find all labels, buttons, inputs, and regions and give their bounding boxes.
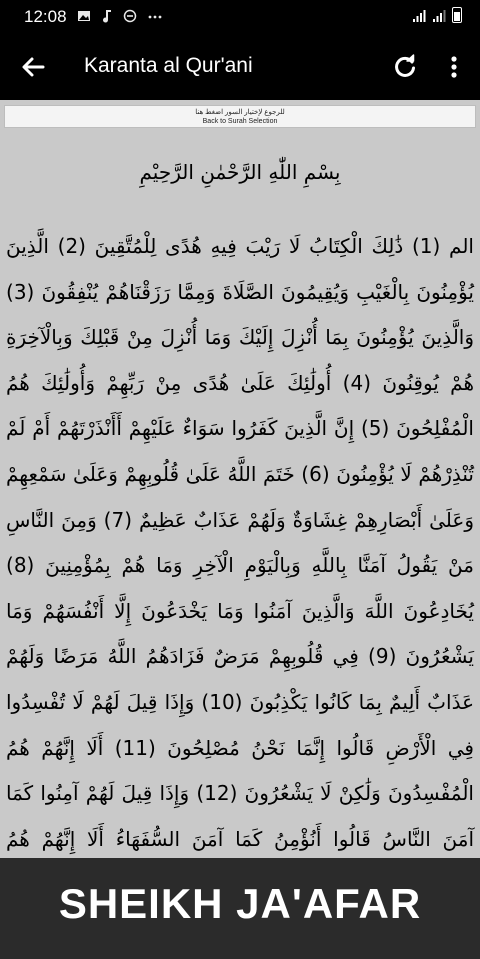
music-note-icon [101, 9, 113, 26]
app-title: Karanta al Qur'ani [84, 54, 253, 77]
signal-icon [432, 8, 446, 22]
battery-icon [452, 7, 462, 23]
arrow-left-icon[interactable] [16, 50, 50, 84]
back-to-surah-button[interactable] [4, 105, 476, 128]
status-right [412, 7, 462, 23]
do-not-disturb-icon [123, 9, 137, 26]
status-time: 12:08 [24, 7, 67, 26]
basmala: بِسْمِ اللّٰهِ الرَّحْمٰنِ الرَّحِيْمِ [139, 160, 341, 184]
refresh-icon[interactable] [390, 52, 420, 82]
status-left [24, 7, 163, 27]
footer-title: SHEIKH JA'AFAR [58, 880, 422, 927]
more-vert-icon[interactable] [440, 52, 468, 82]
more-dots-icon [147, 9, 163, 26]
app-bar [0, 34, 480, 100]
back-to-surah-label-en: Back to Surah Selection [202, 118, 278, 125]
verses-text: الم (1) ذَٰلِكَ الْكِتَابُ لَا رَيْبَ فِيهِ هُدًى لِلْمُتَّقِينَ (2) الَّذِينَ يُؤْمِنُونَ بِالْغَيْبِ وَيُقِيمُونَ الصَّلَاةَ وَمِمَّا رَزَقْنَاهُمْ يُنْفِقُونَ (3) وَالَّذِينَ يُؤْمِنُونَ بِمَا أُنْزِلَ إِلَيْكَ وَمَا أُنْزِلَ مِنْ قَبْلِكَ وَبِالْآخِرَةِ هُمْ يُوقِنُونَ (4) أُولَٰئِكَ عَلَىٰ هُدًى مِنْ رَبِّهِمْ وَأُولَٰئِكَ هُمُ الْمُفْلِحُونَ (5) إِنَّ الَّذِينَ كَفَرُوا سَوَاءٌ عَلَيْهِمْ أَأَنْذَرْتَهُمْ أَمْ لَمْ تُنْذِرْهُمْ لَا يُؤْمِنُونَ (6) خَتَمَ اللَّهُ عَلَىٰ قُلُوبِهِمْ وَعَلَىٰ سَمْعِهِمْ وَعَلَىٰ أَبْصَارِهِمْ غِشَاوَةٌ وَلَهُمْ عَذَابٌ عَظِيمٌ (7) وَمِنَ النَّاسِ مَنْ يَقُولُ آمَنَّا بِاللَّهِ وَبِالْيَوْمِ الْآخِرِ وَمَا هُمْ بِمُؤْمِنِينَ (8) يُخَادِعُونَ اللَّهَ وَالَّذِينَ آمَنُوا وَمَا يَخْدَعُونَ إِلَّا أَنْفُسَهُمْ وَمَا يَشْعُرُونَ (9) فِي قُلُوبِهِمْ مَرَضٌ فَزَادَهُمُ اللَّهُ مَرَضًا وَلَهُمْ عَذَابٌ أَلِيمٌ بِمَا كَانُوا يَكْذِبُونَ (10) وَإِذَا قِيلَ لَهُمْ لَا تُفْسِدُوا فِي الْأَرْضِ قَالُوا إِنَّمَا نَحْنُ مُصْلِحُونَ (11) أَلَا إِنَّهُمْ هُمُ الْمُفْسِدُونَ وَلَٰكِنْ لَا يَشْعُرُونَ (12) وَإِذَا قِيلَ لَهُمْ آمِنُوا كَمَا آمَنَ النَّاسُ قَالُوا أَنُؤْمِنُ كَمَا آمَنَ السُّفَهَاءُ أَلَا إِنَّهُمْ هُمُ [6, 234, 475, 851]
image-icon [77, 9, 91, 26]
signal-icon [412, 8, 426, 22]
footer-banner [0, 858, 480, 959]
status-bar [0, 0, 480, 34]
quran-content[interactable] [0, 100, 480, 858]
back-to-surah-label-ar: للرجوع لإختيار السور اضغط هنا [195, 109, 285, 116]
